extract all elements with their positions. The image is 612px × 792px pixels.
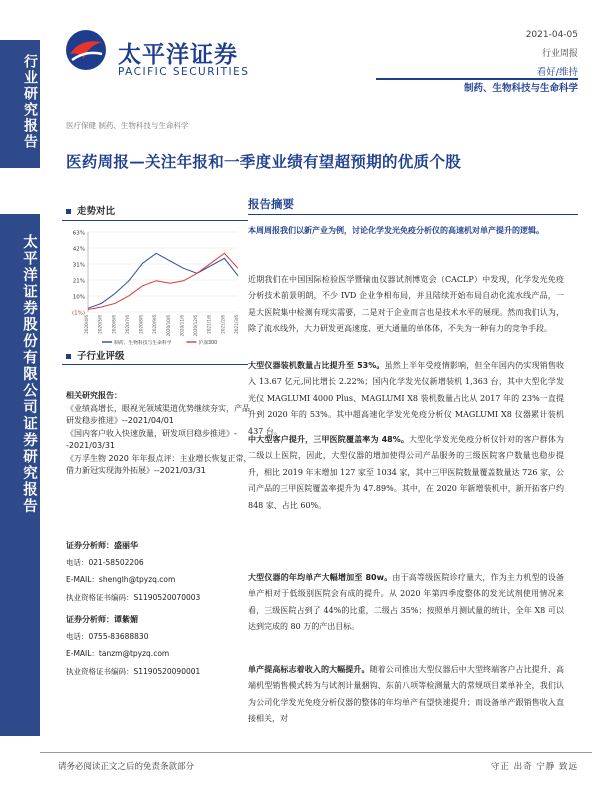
legend-label: 制药、生物科技与生命科学 bbox=[114, 341, 172, 346]
analyst-email[interactable]: E-MAIL：tanzm@tpyzq.com bbox=[66, 649, 170, 658]
analyst-email[interactable]: E-MAIL：shenglh@tpyzq.com bbox=[66, 575, 176, 584]
abstract-lead: 本周周报我们以新产业为例，讨论化学发光免疫分析仪的高速机对单产提升的逻辑。 bbox=[248, 225, 544, 235]
page-title: 医药周报—关注年报和一季度业绩有望超预期的优质个股 bbox=[66, 152, 462, 171]
side-banner-top-text: 行业研究报告 bbox=[22, 54, 38, 150]
analyst-license: 执业资格证书编码：S1190520090001 bbox=[66, 666, 201, 676]
abstract-heading: 报告摘要 bbox=[248, 197, 294, 211]
y-tick-label: 31% bbox=[72, 262, 85, 269]
trend-rule bbox=[62, 220, 248, 221]
related-item[interactable]: 《万孚生物 2020 年年报点评：主业增长恢复正常，借力新冠实现海外拓展》--2021/03/31 bbox=[66, 453, 252, 475]
abstract-rule bbox=[248, 214, 578, 215]
abstract-paragraph: 大型仪器的年均单产大幅增加至 80w。由于高等级医院诊疗量大，作为主力机型的设备单产相对于低级别医院会有成的提升。从 2020 年第四季度整体的发光试剂使用情况来看，三级医院占到了 44%的比重，二级占 35%；按照单月测试量的统计，全年 X8 可以达到完成的 80 万的产出目标。 bbox=[248, 573, 565, 632]
logo-cn: 太平洋证券 bbox=[118, 42, 238, 68]
related-item[interactable]: 《业绩高增长，眼视光领域渠道优势继续夯实，产品研发稳步推进》--2021/04/01 bbox=[66, 403, 250, 425]
analyst-license: 执业资格证书编码：S1190520070003 bbox=[66, 592, 201, 602]
side-banner-bottom-text: 太平洋证券股份有限公司证券研究报告 bbox=[21, 234, 38, 515]
x-tick-label: 2020/6/6 bbox=[111, 315, 117, 334]
abstract-paragraph: 单产提高标志着收入的大幅提升。随着公司推出大型仪器后中大型终端客户占比提升、高端机型销售模式转为与试剂计量捆钩、东前八项等检测量大的常规项目菜单补全，我们认为公司化学发光免疫分析仪器的整体的年均单产有望快速提升；而设备单产跟销售收入直接相关，对 bbox=[248, 665, 564, 724]
pacific-logo-icon bbox=[64, 28, 108, 72]
sub-rating-heading: 子行业评级 bbox=[66, 348, 125, 362]
trend-heading: 走势对比 bbox=[66, 203, 115, 217]
section-square-icon bbox=[66, 209, 71, 214]
paragraph-highlight: 中大型客户提升，三甲医院覆盖率为 48%。 bbox=[248, 435, 410, 444]
y-tick-label: 63% bbox=[72, 230, 85, 237]
related-reports bbox=[66, 390, 256, 478]
abstract-paragraph: 大型仪器装机数量占比提升至 53%。虽然上半年受疫情影响，但全年国内仍实现销售收入 13.67 亿元,同比增长 2.22%；国内化学发光仪新增装机 1,363 台，其中大型化学发光仪 MAGLUMI 4000 Plus、MAGLUMI X8 装机数量占比从 2017 年的 23%一直提升到 2020 年的 53%。其中超高速化学发光免疫分析仪 MAGLUMI X8 仪器累计装机 437 台。 bbox=[248, 361, 565, 436]
paragraph-highlight: 大型仪器的年均单产大幅增加至 80w。 bbox=[248, 573, 393, 582]
x-tick-label: 2020/12/6 bbox=[193, 315, 199, 337]
analyst-phone: 电话：021-58502206 bbox=[66, 557, 144, 567]
footer-motto: 守正 出奇 宁静 致远 bbox=[490, 762, 578, 772]
analyst-name: 证券分析师：谭紫媚 bbox=[66, 615, 138, 624]
report-date: 2021-04-05 bbox=[525, 30, 578, 40]
x-tick-label: 2021/1/6 bbox=[206, 315, 212, 334]
side-banner-bottom bbox=[0, 214, 40, 736]
abstract-paragraph: 近期我们在中国国际检验医学暨输血仪器试剂博览会（CACLP）中发现，化学发光免疫分析技术前景明朗，不少 IVD 企业争相布局，并且陆续开始布局自动化流水线产品，一是大医院集中检测有现实需要，二是对于企业而言也是技术水平的展现。然而我们认为，除了流水线外，大力研发更高速度、更大通量的单体体，不失为一种有力的竞争手段。 bbox=[248, 275, 564, 334]
analyst-block bbox=[66, 540, 256, 678]
x-tick-label: 2020/7/6 bbox=[124, 315, 130, 334]
x-tick-label: 2020/8/6 bbox=[138, 315, 144, 334]
abstract-paragraph: 中大型客户提升，三甲医院覆盖率为 48%。大型化学发光免疫分析仪针对的客户群体为二级以上医院，因此，大型仪器的增加使得公司产品服务的三级医院客户数量也稳步提升，相比 2019 年末增加 127 家至 1034 家，其中三甲医院数量覆盖数量达 726 家，公司产品的三甲医院覆盖率提升为 47.89%。其中，在 2020 年新增装机中，新开拓客户约 848 家、占比 60%。 bbox=[248, 435, 564, 510]
x-tick-label: 2021/3/6 bbox=[234, 315, 239, 334]
x-tick-label: 2020/10/6 bbox=[165, 315, 171, 337]
section-square-icon bbox=[66, 354, 71, 359]
related-item[interactable]: 《国内客户收入快速放量，研发项目稳步推进》--2021/03/31 bbox=[66, 428, 237, 450]
sub-rating-rule bbox=[62, 364, 248, 365]
series-line bbox=[88, 253, 238, 309]
trend-chart bbox=[64, 226, 244, 346]
analyst-name: 证券分析师：盛丽华 bbox=[66, 541, 138, 550]
x-tick-label: 2020/11/6 bbox=[179, 315, 185, 337]
paragraph-highlight: 单产提高标志着收入的大幅提升。 bbox=[248, 665, 370, 674]
industry-name: 制药、生物科技与生命科学 bbox=[463, 83, 578, 94]
side-banner-top bbox=[0, 40, 40, 168]
paragraph-highlight: 大型仪器装机数量占比提升至 53%。 bbox=[248, 361, 385, 370]
y-tick-label: 10% bbox=[72, 294, 85, 301]
x-tick-label: 2020/5/6 bbox=[97, 315, 103, 334]
footer-rule bbox=[40, 752, 592, 753]
x-tick-label: 2020/4/6 bbox=[84, 315, 89, 334]
footer-disclaimer: 请务必阅读正文之后的免责条款部分 bbox=[58, 762, 195, 772]
legend-label: 沪深300 bbox=[198, 341, 218, 346]
related-heading: 相关研究报告： bbox=[66, 391, 122, 400]
x-tick-label: 2021/2/6 bbox=[220, 315, 226, 334]
y-tick-label: (1%) bbox=[71, 310, 85, 317]
breadcrumb: 医疗保健 制药、生物科技与生命科学 bbox=[66, 121, 189, 130]
report-type: 行业周报 bbox=[541, 49, 578, 59]
series-line bbox=[88, 253, 238, 308]
x-tick-label: 2020/9/6 bbox=[152, 315, 158, 334]
logo-en: PACIFIC SECURITIES bbox=[118, 66, 250, 78]
industry-rating: 看好/维持 bbox=[536, 67, 578, 78]
y-tick-label: 42% bbox=[72, 246, 85, 253]
y-tick-label: 21% bbox=[72, 278, 85, 285]
analyst-phone: 电话：0755-83688830 bbox=[66, 631, 149, 641]
